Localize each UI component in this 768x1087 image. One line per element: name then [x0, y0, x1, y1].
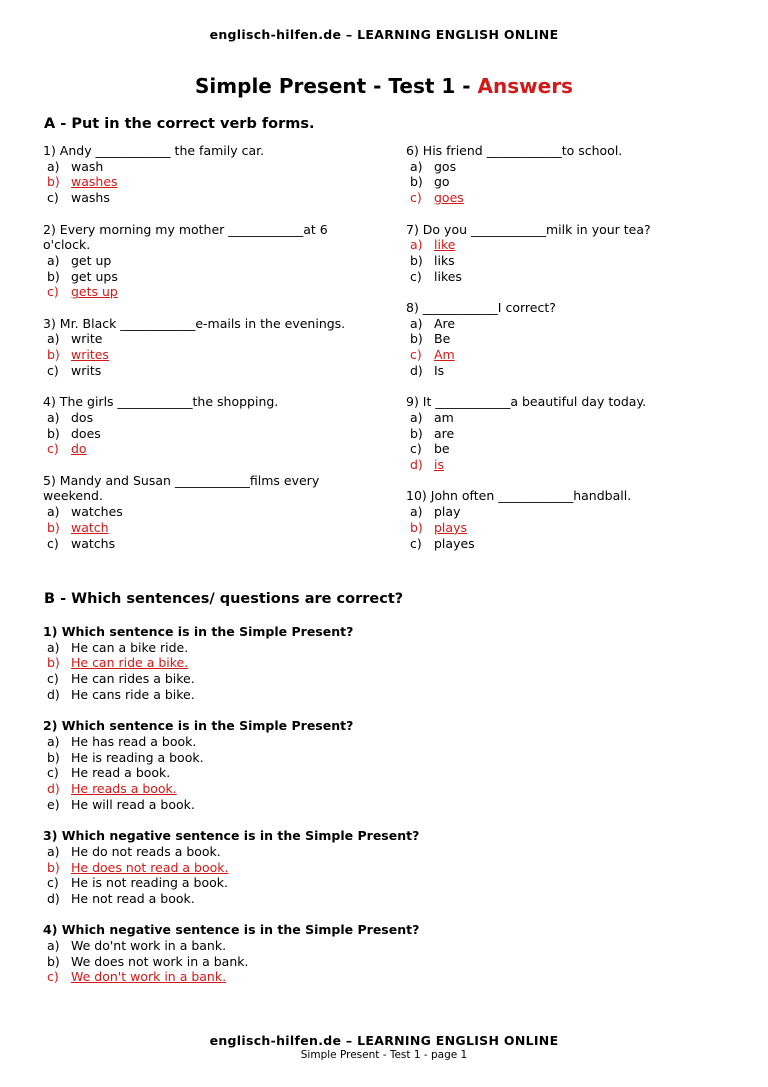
option-text: likes: [434, 268, 462, 284]
option-text: watchs: [71, 535, 116, 551]
correct-option: [406, 347, 736, 363]
option-text: washs: [71, 190, 110, 206]
option-text: are: [434, 425, 455, 441]
question-text: 1) Andy ____________ the family car.: [43, 143, 265, 158]
option-letter: c): [47, 441, 59, 457]
answer-option: [43, 536, 363, 552]
correct-option: [43, 284, 363, 300]
answer-option: [43, 671, 723, 687]
option-letter: b): [410, 519, 423, 535]
question-text: 3) Mr. Black ____________e-mails in the evenings.: [43, 315, 346, 331]
option-letter: c): [410, 441, 422, 457]
option-text: He is reading a book.: [71, 749, 204, 765]
correct-option: [43, 174, 363, 190]
answer-option: [43, 891, 723, 907]
option-text: He can ride a bike.: [71, 655, 189, 671]
answer-option: [43, 875, 723, 891]
title-main: Simple Present - Test 1 -: [195, 74, 478, 98]
answer-option: [406, 253, 736, 269]
answer-option: [43, 954, 723, 970]
option-letter: b): [410, 252, 423, 268]
option-text: go: [434, 174, 450, 190]
option-letter: d): [47, 686, 60, 702]
answer-option: [406, 331, 736, 347]
answer-option: [43, 190, 363, 206]
answer-option: [43, 410, 363, 426]
question: [406, 394, 736, 473]
question-text: 1) Which sentence is in the Simple Present?: [43, 624, 354, 639]
question-text: 2) Which sentence is in the Simple Present?: [43, 718, 354, 734]
option-letter: c): [47, 969, 59, 985]
option-letter: b): [47, 953, 60, 969]
option-text: goes: [434, 190, 464, 206]
answer-option: [43, 426, 363, 442]
option-text: He will read a book.: [71, 796, 195, 812]
answer-option: [406, 536, 736, 552]
section-b-questions: [43, 624, 723, 1001]
option-text: watches: [71, 504, 123, 520]
option-text: dos: [71, 409, 94, 425]
answer-option: [43, 797, 723, 813]
option-letter: a): [47, 843, 60, 859]
option-text: watch: [71, 519, 109, 535]
option-text: Is: [434, 362, 445, 378]
footer-page: Simple Present - Test 1 - page 1: [300, 1049, 468, 1061]
option-text: He do not reads a book.: [71, 843, 221, 859]
question: [43, 922, 723, 985]
question: [43, 143, 363, 206]
question: [406, 300, 736, 379]
answer-option: [43, 640, 723, 656]
option-letter: a): [47, 733, 60, 749]
option-text: do: [71, 441, 87, 457]
correct-option: [43, 347, 363, 363]
question: [43, 394, 363, 457]
option-letter: c): [410, 268, 422, 284]
answer-option: [43, 844, 723, 860]
page-title: [0, 74, 768, 98]
option-text: be: [434, 441, 450, 457]
option-letter: a): [47, 639, 60, 655]
option-text: He not read a book.: [71, 890, 195, 906]
option-text: He reads a book.: [71, 781, 177, 797]
section-a-left-column: [43, 143, 363, 567]
correct-option: [43, 441, 363, 457]
option-text: washes: [71, 174, 118, 190]
option-text: We don't work in a bank.: [71, 969, 227, 985]
option-letter: c): [410, 347, 422, 363]
question-text: 5) Mandy and Susan ____________films every weekend.: [43, 472, 320, 504]
option-text: writes: [71, 347, 109, 363]
option-text: liks: [434, 252, 455, 268]
answer-option: [406, 159, 736, 175]
option-letter: d): [47, 781, 60, 797]
option-letter: d): [410, 457, 423, 473]
option-text: get up: [71, 252, 112, 268]
footer-site: englisch-hilfen.de – LEARNING ENGLISH ONLINE: [209, 1033, 559, 1048]
question: [43, 718, 723, 812]
option-text: writs: [71, 362, 102, 378]
question-text: 8) ____________I correct?: [406, 300, 556, 315]
option-text: Are: [434, 315, 456, 331]
question: [43, 222, 363, 301]
option-text: like: [434, 237, 456, 253]
option-letter: c): [47, 362, 59, 378]
question-text: 7) Do you ____________milk in your tea?: [406, 221, 651, 237]
option-letter: e): [47, 796, 60, 812]
question-text: 3) Which negative sentence is in the Simple Present?: [43, 828, 420, 844]
answer-option: [43, 363, 363, 379]
option-text: does: [71, 425, 101, 441]
correct-option: [43, 520, 363, 536]
question: [406, 222, 736, 285]
option-letter: c): [47, 535, 59, 551]
option-letter: c): [410, 535, 422, 551]
option-text: Am: [434, 347, 455, 363]
question: [43, 473, 363, 552]
answer-option: [43, 687, 723, 703]
question-text: 4) Which negative sentence is in the Simple Present?: [43, 922, 420, 938]
correct-option: [43, 655, 723, 671]
question-text: 6) His friend ____________to school.: [406, 143, 623, 158]
option-text: get ups: [71, 268, 118, 284]
option-letter: a): [47, 252, 60, 268]
option-letter: b): [47, 268, 60, 284]
correct-option: [43, 860, 723, 876]
option-letter: c): [47, 875, 59, 891]
correct-option: [406, 457, 736, 473]
option-letter: c): [410, 190, 422, 206]
option-text: is: [434, 457, 444, 473]
page-header: englisch-hilfen.de – LEARNING ENGLISH ONLINE: [209, 27, 559, 42]
question-text: 9) It ____________a beautiful day today.: [406, 394, 647, 410]
question-text: 4) The girls ____________the shopping.: [43, 394, 279, 410]
answer-option: [43, 269, 363, 285]
correct-option: [406, 520, 736, 536]
option-letter: d): [410, 362, 423, 378]
question: [43, 624, 723, 703]
answer-option: [406, 410, 736, 426]
question: [43, 316, 363, 379]
answer-option: [43, 765, 723, 781]
answer-option: [406, 269, 736, 285]
option-text: wash: [71, 158, 104, 174]
answer-option: [43, 331, 363, 347]
option-letter: d): [47, 890, 60, 906]
option-letter: a): [47, 504, 60, 520]
option-text: He can a bike ride.: [71, 639, 189, 655]
option-text: gets up: [71, 284, 118, 300]
option-text: He is not reading a book.: [71, 875, 228, 891]
option-letter: a): [410, 158, 423, 174]
option-letter: b): [47, 347, 60, 363]
answer-option: [43, 253, 363, 269]
option-letter: b): [47, 859, 60, 875]
correct-option: [406, 237, 736, 253]
option-text: We do'nt work in a bank.: [71, 938, 227, 954]
option-letter: b): [47, 655, 60, 671]
option-letter: b): [47, 174, 60, 190]
option-letter: b): [410, 174, 423, 190]
answer-option: [43, 159, 363, 175]
option-letter: a): [47, 409, 60, 425]
option-text: He cans ride a bike.: [71, 686, 195, 702]
option-text: play: [434, 504, 461, 520]
option-letter: a): [47, 158, 60, 174]
correct-option: [43, 969, 723, 985]
option-letter: b): [410, 331, 423, 347]
option-letter: a): [410, 409, 423, 425]
section-a-heading: A - Put in the correct verb forms.: [44, 116, 315, 132]
correct-option: [43, 781, 723, 797]
option-text: gos: [434, 158, 457, 174]
answer-option: [406, 363, 736, 379]
option-text: playes: [434, 535, 475, 551]
answer-option: [406, 504, 736, 520]
option-text: plays: [434, 519, 467, 535]
question: [406, 143, 736, 206]
option-letter: b): [410, 425, 423, 441]
answer-option: [43, 734, 723, 750]
option-letter: c): [47, 671, 59, 687]
option-text: He does not read a book.: [71, 859, 229, 875]
answer-option: [406, 316, 736, 332]
option-letter: a): [410, 315, 423, 331]
option-letter: c): [47, 190, 59, 206]
answer-option: [406, 174, 736, 190]
option-text: He read a book.: [71, 765, 171, 781]
answer-option: [43, 938, 723, 954]
answer-option: [406, 441, 736, 457]
answer-option: [43, 504, 363, 520]
section-b-heading: B - Which sentences/ questions are correct?: [44, 591, 404, 607]
option-letter: a): [410, 504, 423, 520]
option-letter: a): [47, 938, 60, 954]
answer-option: [406, 426, 736, 442]
option-text: We does not work in a bank.: [71, 953, 249, 969]
option-letter: a): [410, 237, 423, 253]
option-letter: c): [47, 284, 59, 300]
question: [406, 488, 736, 551]
option-letter: b): [47, 519, 60, 535]
title-answers: Answers: [477, 74, 573, 98]
answer-option: [43, 750, 723, 766]
option-text: write: [71, 331, 103, 347]
option-letter: b): [47, 749, 60, 765]
option-text: Be: [434, 331, 451, 347]
correct-option: [406, 190, 736, 206]
question-text: 10) John often ____________handball.: [406, 488, 632, 504]
option-text: am: [434, 409, 454, 425]
option-text: He has read a book.: [71, 733, 197, 749]
option-letter: b): [47, 425, 60, 441]
section-a-right-column: [406, 143, 736, 567]
option-letter: c): [47, 765, 59, 781]
option-text: He can rides a bike.: [71, 671, 195, 687]
question-text: 2) Every morning my mother ____________at 6 o'clock.: [43, 221, 328, 253]
option-letter: a): [47, 331, 60, 347]
question: [43, 828, 723, 907]
